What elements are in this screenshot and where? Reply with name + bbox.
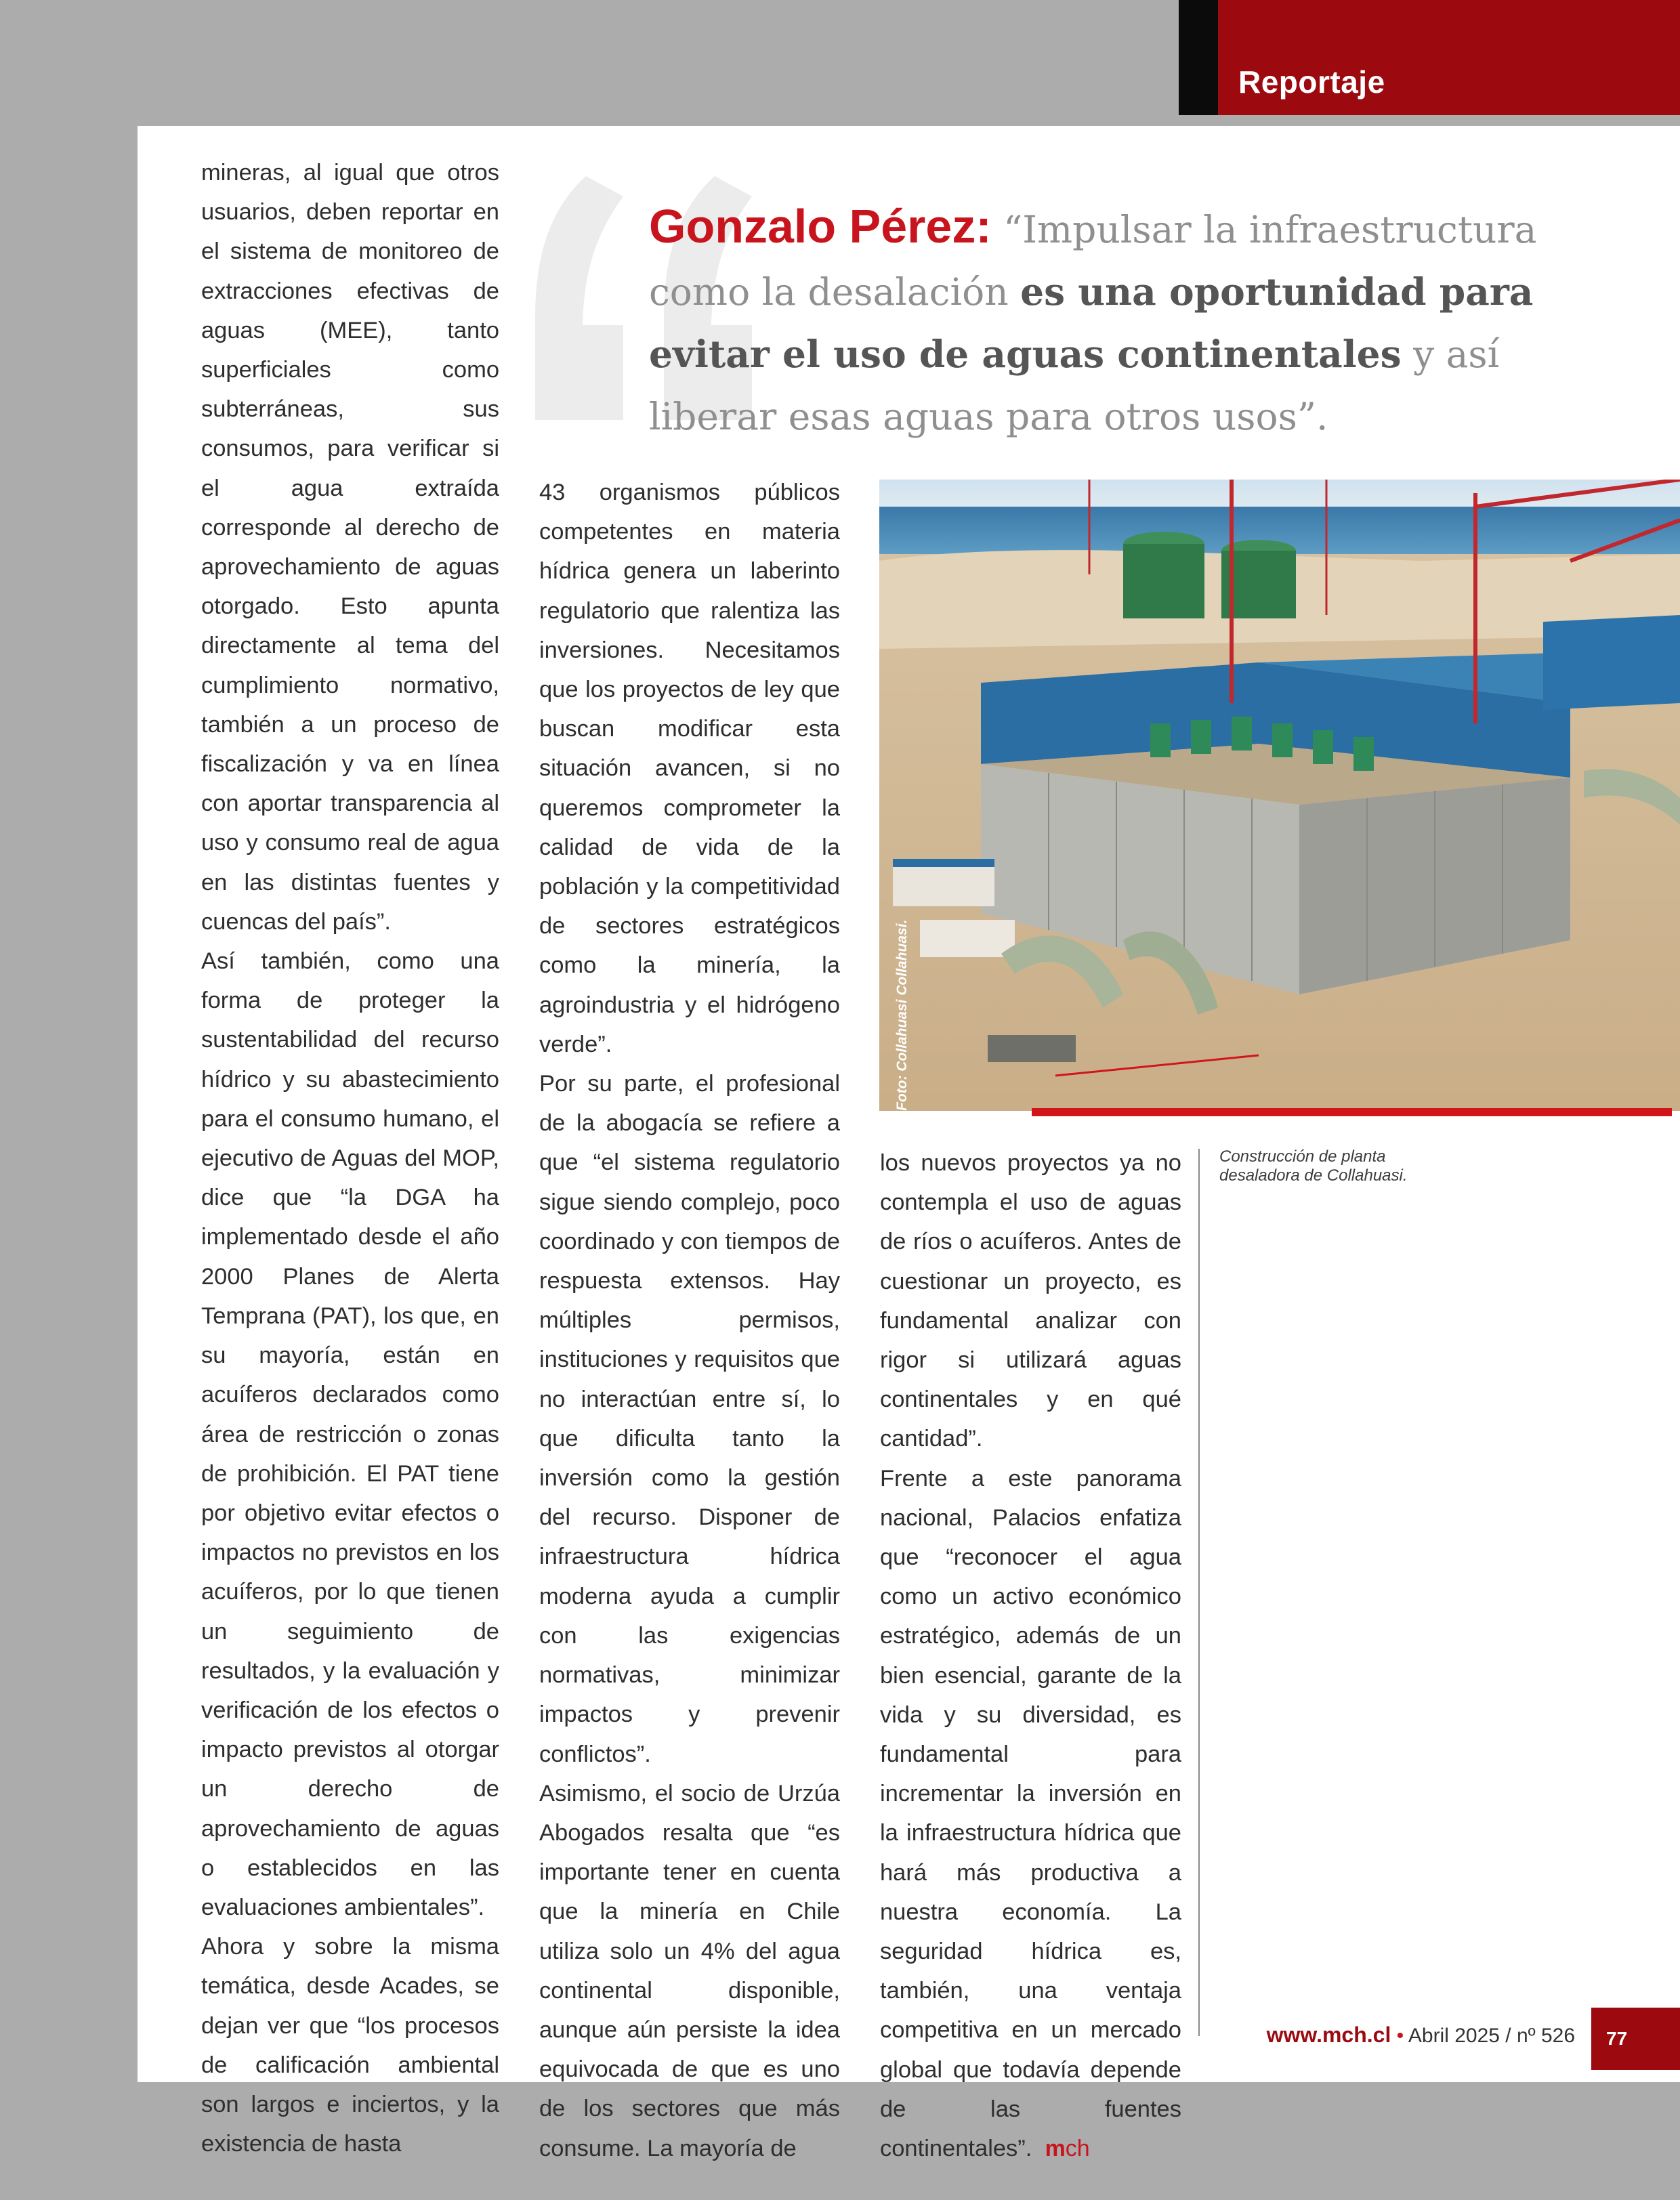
mch-end-mark-ch: ch bbox=[1065, 2136, 1090, 2162]
section-tab bbox=[1218, 0, 1680, 115]
photo-caption: Construcción de planta desaladora de Collahuasi. bbox=[1219, 1147, 1408, 1185]
footer-website-link[interactable]: www.mch.cl bbox=[1266, 2023, 1391, 2047]
section-tab-accent bbox=[1179, 0, 1218, 115]
section-label: Reportaje bbox=[1238, 64, 1385, 100]
column2-paragraph-1: 43 organismos públicos competentes en materia hídrica genera un laberinto regulatorio que ralentiza las inversiones. Necesitamos que los proyectos de ley que buscan modificar esta situación avancen, si no queremos comprometer la calidad de vida de la población y la competitividad de sectores estratégicos como la minería, la agroindustria y el hidrógeno verde”. bbox=[539, 480, 840, 1057]
column1-paragraph-1: mineras, al igual que otros usuarios, deben reportar en el sistema de monitoreo de extracciones efectivas de aguas (MEE), tanto superficiales como subterráneas, sus consumos, para verificar si el agua extraída corresponde al derecho de aprovechamiento de aguas otorgado. Esto apunta directamente al tema del cumplimiento normativo, también a un proceso de fiscalización y va en línea con aportar transparencia al uso y consumo real de agua en las distintas fuentes y cuencas del país”. bbox=[201, 160, 499, 935]
column1-paragraph-3: Ahora y sobre la misma temática, desde Acades, se dejan ver que “los procesos de calificación ambiental son largos e inciertos, y la existencia de hasta bbox=[201, 1934, 499, 2157]
footer bbox=[1267, 2023, 1575, 2048]
photo-red-rule bbox=[1032, 1108, 1672, 1116]
column3-paragraph-1: los nuevos proyectos ya no contempla el uso de aguas de ríos o acuíferos. Antes de cuestionar un proyecto, es fundamental analizar con rigor si utilizará aguas continentales y en qué cantidad”. bbox=[880, 1150, 1181, 1452]
pull-quote bbox=[649, 195, 1550, 448]
footer-separator: • bbox=[1396, 2025, 1404, 2047]
article-column-1 bbox=[201, 153, 499, 2163]
mch-end-mark-m: m bbox=[1045, 2136, 1066, 2162]
article-column-3 bbox=[880, 1143, 1181, 2168]
pull-quote-text-2: y así liberar esas aguas para otros usos”. bbox=[649, 333, 1500, 438]
caption-divider bbox=[1198, 1149, 1200, 2036]
column3-paragraph-2-text: Frente a este panorama nacional, Palacios enfatiza que “reconocer el agua como un activo económico estratégico, además de un bien esencial, garante de la vida y su diversidad, es fundamental para incrementar la inversión en la infraestructura hídrica que hará más productiva a nuestra economía. La seguridad hídrica es, también, una ventaja competitiva en un mercado global que todavía depende de las fuentes continentales”. bbox=[880, 1465, 1181, 2162]
column3-paragraph-2 bbox=[880, 1459, 1181, 2169]
pull-quote-speaker: Gonzalo Pérez: bbox=[649, 200, 992, 253]
page-number: 77 bbox=[1606, 2028, 1628, 2049]
column2-paragraph-2: Por su parte, el profesional de la abogacía se refiere a que “el sistema regulatorio sigue siendo complejo, poco coordinado y con tiempos de respuesta extensos. Hay múltiples permisos, instituciones y requisitos que no interactúan entre sí, lo que dificulta tanto la inversión como la gestión del recurso. Disponer de infraestructura hídrica moderna ayuda a cumplir con las exigencias normativas, minimizar impactos y prevenir conflictos”. bbox=[539, 1071, 840, 1767]
desalination-plant-photo bbox=[879, 480, 1680, 1111]
pull-quote-text-1: “Impulsar la infraestructura como la desalación bbox=[649, 208, 1537, 314]
page-number-box bbox=[1591, 2008, 1680, 2070]
mch-end-mark bbox=[1045, 2136, 1090, 2161]
column2-paragraph-3: Asimismo, el socio de Urzúa Abogados resalta que “es importante tener en cuenta que la minería en Chile utiliza solo un 4% del agua continental disponible, aunque aún persiste la idea equivocada de que es uno de los sectores que más consume. La mayoría de bbox=[539, 1780, 840, 2161]
footer-issue: Abril 2025 / nº 526 bbox=[1408, 2025, 1575, 2047]
column1-paragraph-2: Así también, como una forma de proteger la sustentabilidad del recurso hídrico y su abastecimiento para el consumo humano, el ejecutivo de Aguas del MOP, dice que “la DGA ha implementado desde el año 2000 Planes de Alerta Temprana (PAT), los que, en su mayoría, están en acuíferos declarados como área de restricción o zonas de prohibición. El PAT tiene por objetivo evitar efectos o impactos no previstos en los acuíferos, por lo que tienen un seguimiento de resultados, y la evaluación y verificación de los efectos o impacto previstos al otorgar un derecho de aprovechamiento de aguas o establecidos en las evaluaciones ambientales”. bbox=[201, 948, 499, 1920]
article-column-2 bbox=[539, 473, 840, 2168]
pull-quote-emphasis: es una oportunidad para evitar el uso de aguas continentales bbox=[649, 270, 1534, 376]
photo-credit: Foto: Collahuasi Collahuasi. bbox=[894, 919, 910, 1111]
